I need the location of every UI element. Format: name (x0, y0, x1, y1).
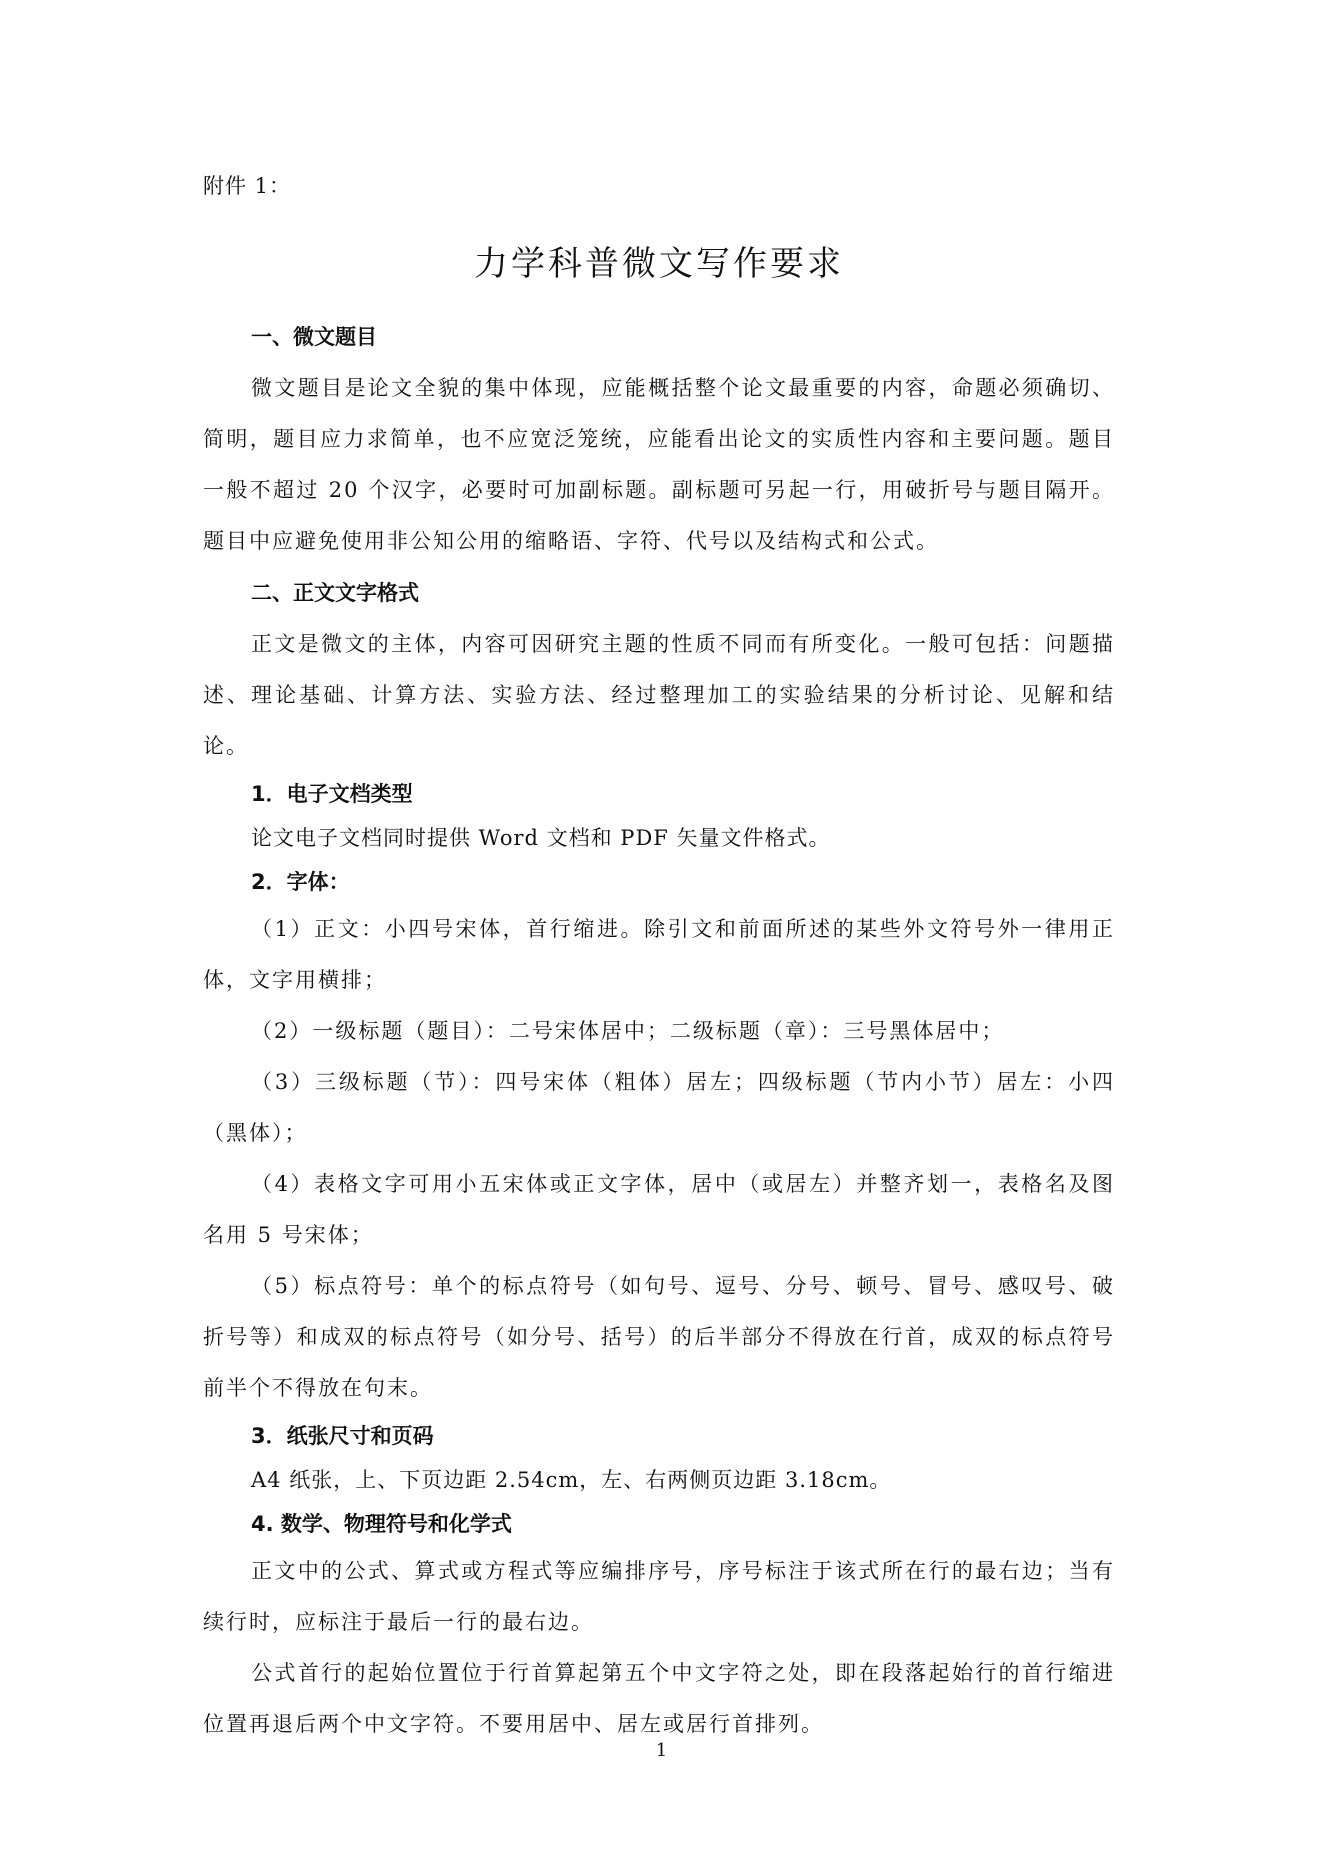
subsection-paragraph: 正文中的公式、算式或方程式等应编排序号，序号标注于该式所在行的最右边；当有续行时，应标注于最后一行的最右边。 (203, 1559, 1115, 1634)
font-rule-item: （2）一级标题（题目）：二号宋体居中；二级标题（章）：三号黑体居中； (251, 1019, 1005, 1043)
section-paragraph: 正文是微文的主体，内容可因研究主题的性质不同而有所变化。一般可包括：问题描述、理论基础、计算方法、实验方法、经过整理加工的实验结果的分析讨论、见解和结论。 (203, 632, 1115, 758)
font-rule-item: （1）正文：小四号宋体，首行缩进。除引文和前面所述的某些外文符号外一律用正体，文字用横排； (203, 917, 1115, 992)
section-paragraph: 微文题目是论文全貌的集中体现，应能概括整个论文最重要的内容，命题必须确切、简明，题目应力求简单，也不应宽泛笼统，应能看出论文的实质性内容和主要问题。题目一般不超过 20 个汉字，必要时可加副标题。副标题可另起一行，用破折号与题目隔开。题目中应避免使用非公知公用的缩略语、字符、代号以及结构式和公式。 (203, 376, 1115, 553)
section-heading-body-format: 二、正文文字格式 (251, 581, 419, 605)
subsection-paragraph: A4 纸张，上、下页边距 2.54cm，左、右两侧页边距 3.18cm。 (251, 1468, 892, 1492)
page-content (203, 170, 1115, 1750)
font-rule-item: （5）标点符号：单个的标点符号（如句号、逗号、分号、顿号、冒号、感叹号、破折号等）和成双的标点符号（如分号、括号）的后半部分不得放在行首，成双的标点符号前半个不得放在句末。 (203, 1274, 1115, 1400)
font-rule-item: （3）三级标题（节）：四号宋体（粗体）居左；四级标题（节内小节）居左：小四（黑体）； (203, 1070, 1115, 1145)
subsection-paragraph: 公式首行的起始位置位于行首算起第五个中文字符之处，即在段落起始行的首行缩进位置再退后两个中文字符。不要用居中、居左或居行首排列。 (203, 1661, 1115, 1736)
section-heading-title: 一、微文题目 (251, 325, 377, 349)
font-rule-item: （4）表格文字可用小五宋体或正文字体，居中（或居左）并整齐划一，表格名及图名用 5 号宋体； (203, 1172, 1115, 1247)
subsection-heading-fonts: 2．字体： (251, 870, 350, 894)
attachment-label: 附件 1： (203, 174, 292, 198)
document-title: 力学科普微文写作要求 (474, 244, 844, 284)
page-number: 1 (655, 1740, 668, 1761)
subsection-heading-paper-size: 3．纸张尺寸和页码 (251, 1424, 434, 1448)
subsection-paragraph: 论文电子文档同时提供 Word 文档和 PDF 矢量文件格式。 (251, 826, 831, 850)
subsection-heading-math-symbols: 4. 数学、物理符号和化学式 (251, 1512, 512, 1536)
subsection-heading-file-type: 1．电子文档类型 (251, 782, 413, 806)
